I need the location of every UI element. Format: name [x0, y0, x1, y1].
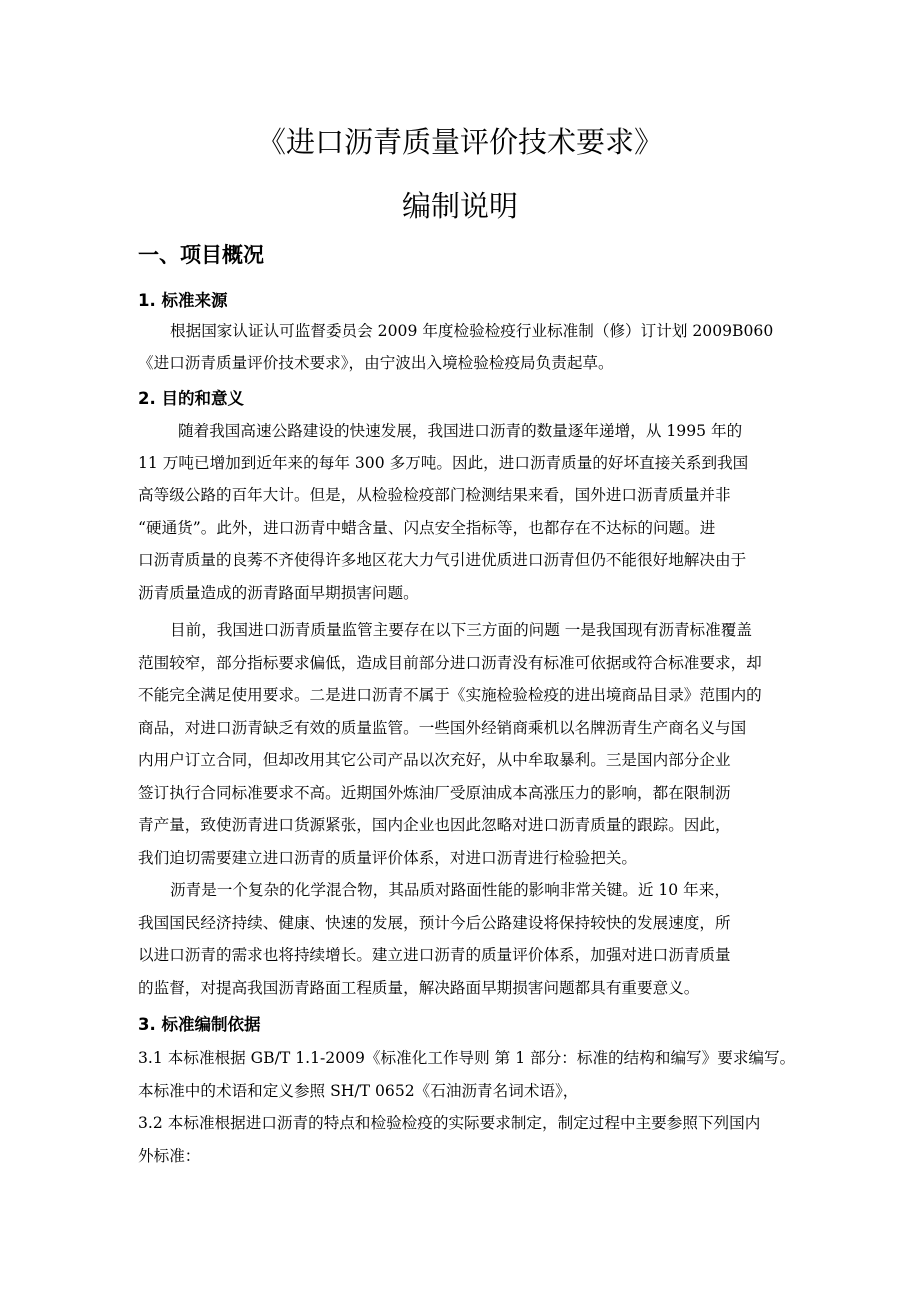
text-line: “硬通货”。此外，进口沥青中蜡含量、闪点安全指标等，也都存在不达标的问题。进 [138, 519, 716, 537]
document-title: 《进口沥青质量评价技术要求》 [256, 125, 663, 159]
text-line: 随着我国高速公路建设的快速发展，我国进口沥青的数量逐年递增，从 1995 年的 [178, 422, 743, 440]
text-line: 内用户订立合同，但却改用其它公司产品以次充好，从中牟取暴利。三是国内部分企业 [138, 751, 731, 769]
text-line: 目前，我国进口沥青质量监管主要存在以下三方面的问题 一是我国现有沥青标准覆盖 [170, 621, 752, 639]
subsection-heading-purpose: 2. 目的和意义 [138, 389, 244, 408]
text-line: 我国国民经济持续、健康、快速的发展，预计今后公路建设将保持较快的发展速度，所 [138, 914, 731, 932]
text-line: 外标准： [138, 1147, 201, 1165]
text-line: 签订执行合同标准要求不高。近期国外炼油厂受原油成本高涨压力的影响，都在限制沥 [138, 784, 731, 802]
document-subtitle: 编制说明 [401, 189, 518, 223]
text-line: 11 万吨已增加到近年来的每年 300 多万吨。因此，进口沥青质量的好坏直接关系到我国 [138, 454, 749, 472]
text-line: 3.1 本标准根据 GB/T 1.1-2009《标准化工作导则 第 1 部分：标准的结构和编写》要求编写。 [138, 1049, 796, 1067]
text-line: 沥青质量造成的沥青路面早期损害问题。 [138, 584, 419, 602]
text-line: 根据国家认证认可监督委员会 2009 年度检验检疫行业标准制（修）订计划 2009B060 [170, 322, 774, 340]
subsection-heading-standard-source: 1. 标准来源 [138, 291, 228, 310]
text-line: 以进口沥青的需求也将持续增长。建立进口沥青的质量评价体系，加强对进口沥青质量 [138, 946, 731, 964]
text-line: 沥青是一个复杂的化学混合物，其品质对路面性能的影响非常关键。近 10 年来， [170, 881, 730, 899]
text-line: 高等级公路的百年大计。但是，从检验检疫部门检测结果来看，国外进口沥青质量并非 [138, 486, 731, 504]
text-line: 青产量，致使沥青进口货源紧张，国内企业也因此忽略对进口沥青质量的跟踪。因此， [138, 816, 731, 834]
text-line: 《进口沥青质量评价技术要求》，由宁波出入境检验检疫局负责起草。 [138, 354, 614, 372]
text-line: 本标准中的术语和定义参照 SH/T 0652《石油沥青名词术语》， [138, 1082, 579, 1100]
text-line: 口沥青质量的良莠不齐使得许多地区花大力气引进优质进口沥青但仍不能很好地解决由于 [138, 551, 747, 569]
subsection-heading-basis: 3. 标准编制依据 [138, 1015, 261, 1034]
text-line: 不能完全满足使用要求。二是进口沥青不属于《实施检验检疫的进出境商品目录》范围内的 [138, 686, 762, 704]
text-line: 商品，对进口沥青缺乏有效的质量监管。一些国外经销商乘机以名牌沥青生产商名义与国 [138, 719, 747, 737]
text-line: 3.2 本标准根据进口沥青的特点和检验检疫的实际要求制定，制定过程中主要参照下列国内 [138, 1114, 761, 1132]
text-line: 我们迫切需要建立进口沥青的质量评价体系，对进口沥青进行检验把关。 [138, 849, 638, 867]
section-heading-project-overview: 一、项目概况 [138, 243, 264, 267]
text-line: 的监督，对提高我国沥青路面工程质量，解决路面早期损害问题都具有重要意义。 [138, 979, 700, 997]
text-line: 范围较窄，部分指标要求偏低，造成目前部分进口沥青没有标准可依据或符合标准要求，却 [138, 654, 762, 672]
